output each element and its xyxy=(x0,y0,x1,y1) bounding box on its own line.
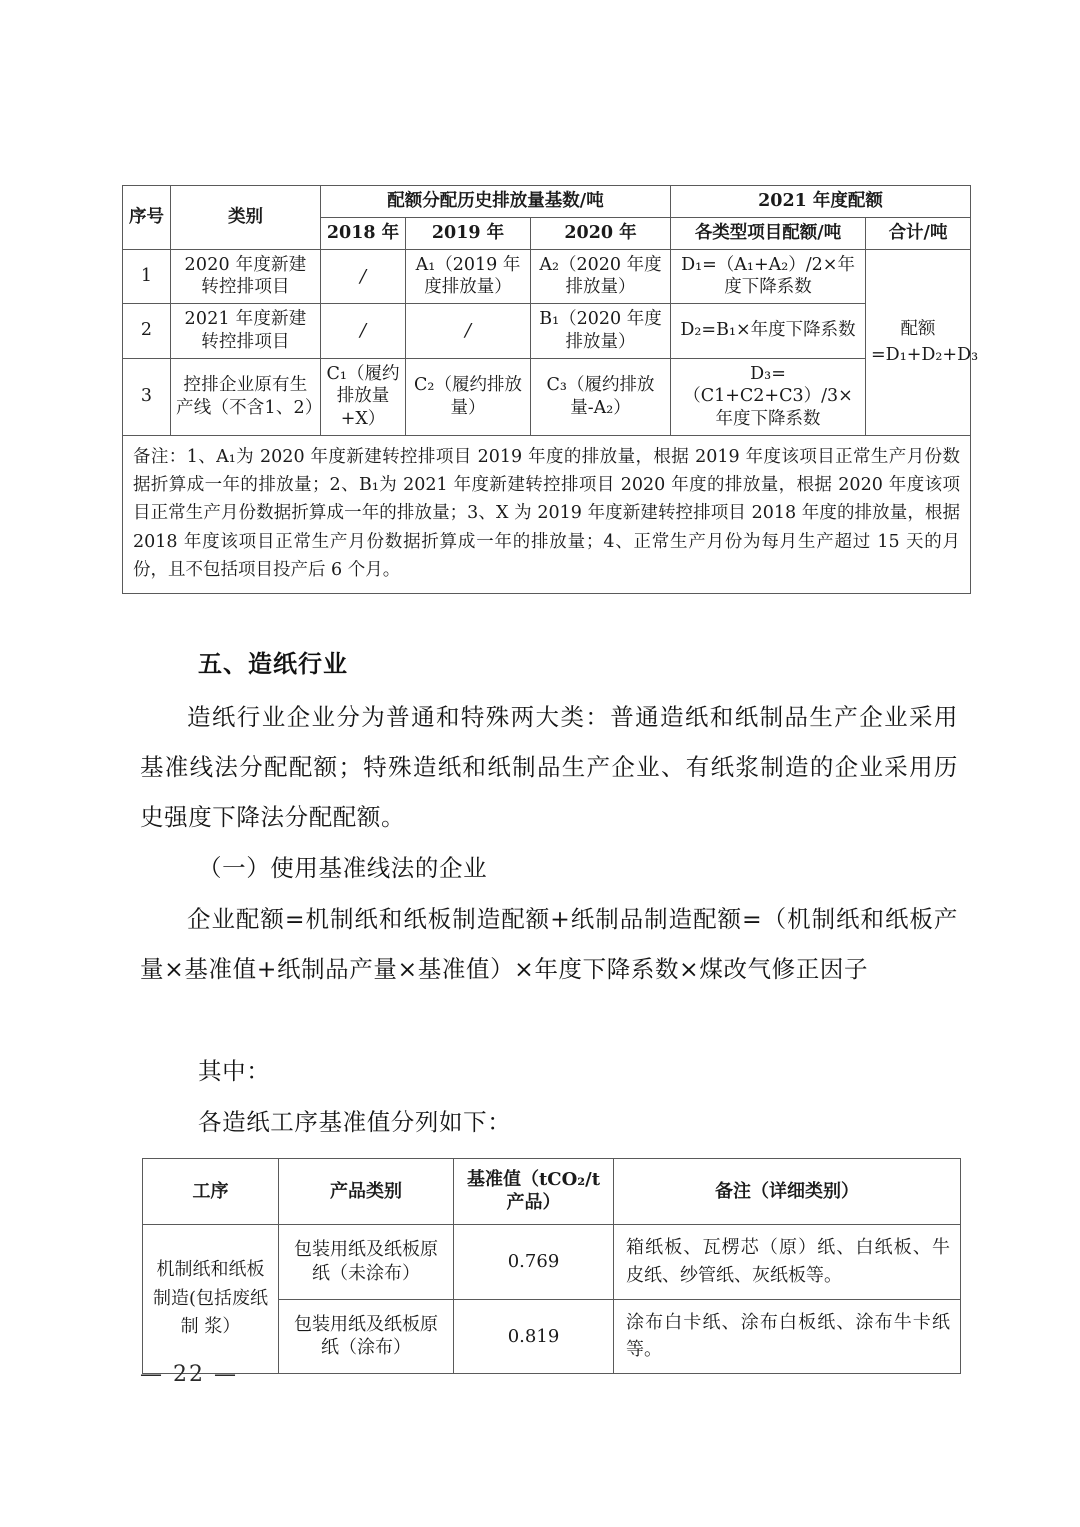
row-y2020: C₃（履约排放量-A₂） xyxy=(531,358,671,435)
header-project-quota: 各类型项目配额/吨 xyxy=(671,217,866,249)
allocation-table-note: 备注：1、A₁为 2020 年度新建转控排项目 2019 年度的排放量，根据 2019 年度该项目正常生产月份数据折算成一年的排放量；2、B₁为 2021 年度新建转控排项目 2020 年度的排放量，根据 2020 年度该项目正常生产月份数据折算成一年的排放量；3、X 为 2019 年度新建转控排项目 2018 年度的排放量，根据 2018 年度该项目正常生产月份数据折算成一年的排放量；4、正常生产月份为每月生产超过 15 天的月份，且不包括项目投产后 6 个月。 xyxy=(123,435,971,594)
header-process: 工序 xyxy=(143,1159,279,1225)
row-category: 2021 年度新建转控排项目 xyxy=(171,304,321,359)
header-year-2020: 2020 年 xyxy=(531,217,671,249)
header-benchmark-value: 基准值（tCO₂/t 产品） xyxy=(454,1159,614,1225)
process-group-cell: 机制纸和纸板制造(包括废纸制 浆） xyxy=(143,1224,279,1374)
benchmark-lead-in: 各造纸工序基准值分列如下： xyxy=(198,1108,512,1136)
row-serial: 2 xyxy=(123,304,171,359)
table-row xyxy=(123,358,971,435)
row-y2019: C₂（履约排放量） xyxy=(406,358,531,435)
row-y2018: / xyxy=(321,249,406,304)
row-quota: D₂=B₁×年度下降系数 xyxy=(671,304,866,359)
header-year-2018: 2018 年 xyxy=(321,217,406,249)
benchmark-table xyxy=(142,1158,961,1374)
header-serial: 序号 xyxy=(123,186,171,250)
allocation-table xyxy=(122,185,979,594)
row-y2018: / xyxy=(321,304,406,359)
row-quota: D₃=（C1+C2+C3）/3×年度下降系数 xyxy=(671,358,866,435)
row-remark: 箱纸板、瓦楞芯（原）纸、白纸板、牛 皮纸、纱管纸、灰纸板等。 xyxy=(614,1224,961,1299)
table-header-row-1 xyxy=(123,186,971,218)
row-y2018: C₁（履约排放量+X） xyxy=(321,358,406,435)
header-category: 类别 xyxy=(171,186,321,250)
benchmark-header-row xyxy=(143,1159,961,1225)
section-heading: 五、造纸行业 xyxy=(198,650,348,678)
formula-paragraph: 企业配额=机制纸和纸板制造配额+纸制品制造配额=（机制纸和纸板产量×基准值+纸制品产量×基准值）×年度下降系数×煤改气修正因子 xyxy=(140,905,958,983)
row-y2020: B₁（2020 年度排放量） xyxy=(531,304,671,359)
row-quota: D₁=（A₁+A₂）/2×年度下降系数 xyxy=(671,249,866,304)
row-serial: 3 xyxy=(123,358,171,435)
intro-paragraph: 造纸行业企业分为普通和特殊两大类：普通造纸和纸制品生产企业采用基准线法分配配额；特殊造纸和纸制品生产企业、有纸浆制造的企业采用历史强度下降法分配配额。 xyxy=(140,703,958,831)
header-year-2019: 2019 年 xyxy=(406,217,531,249)
row-y2020: A₂（2020 年度排放量） xyxy=(531,249,671,304)
product-category: 包装用纸及纸板原纸（未涂布） xyxy=(279,1224,454,1299)
row-category: 控排企业原有生产线（不含1、2） xyxy=(171,358,321,435)
table-row xyxy=(123,249,971,304)
header-remark: 备注（详细类别） xyxy=(614,1159,961,1225)
page-number: — 22 — xyxy=(140,1362,238,1387)
row-category: 2020 年度新建转控排项目 xyxy=(171,249,321,304)
product-category: 包装用纸及纸板原纸（涂布） xyxy=(279,1299,454,1374)
benchmark-value: 0.769 xyxy=(454,1224,614,1299)
among-label: 其中： xyxy=(198,1057,271,1085)
header-history-group: 配额分配历史排放量基数/吨 xyxy=(321,186,671,218)
row-remark: 涂布白卡纸、涂布白板纸、涂布牛卡纸等。 xyxy=(614,1299,961,1374)
row-y2019: A₁（2019 年度排放量） xyxy=(406,249,531,304)
header-total: 合计/吨 xyxy=(866,217,971,249)
table-row xyxy=(123,304,971,359)
subsection-heading: （一）使用基准线法的企业 xyxy=(198,854,488,882)
header-quota-group: 2021 年度配额 xyxy=(671,186,971,218)
row-y2019: / xyxy=(406,304,531,359)
table-note-row xyxy=(123,435,971,594)
header-product-category: 产品类别 xyxy=(279,1159,454,1225)
benchmark-value: 0.819 xyxy=(454,1299,614,1374)
row-total-merged: 配额=D₁+D₂+D₃ xyxy=(866,249,971,435)
table-row xyxy=(143,1224,961,1299)
row-serial: 1 xyxy=(123,249,171,304)
